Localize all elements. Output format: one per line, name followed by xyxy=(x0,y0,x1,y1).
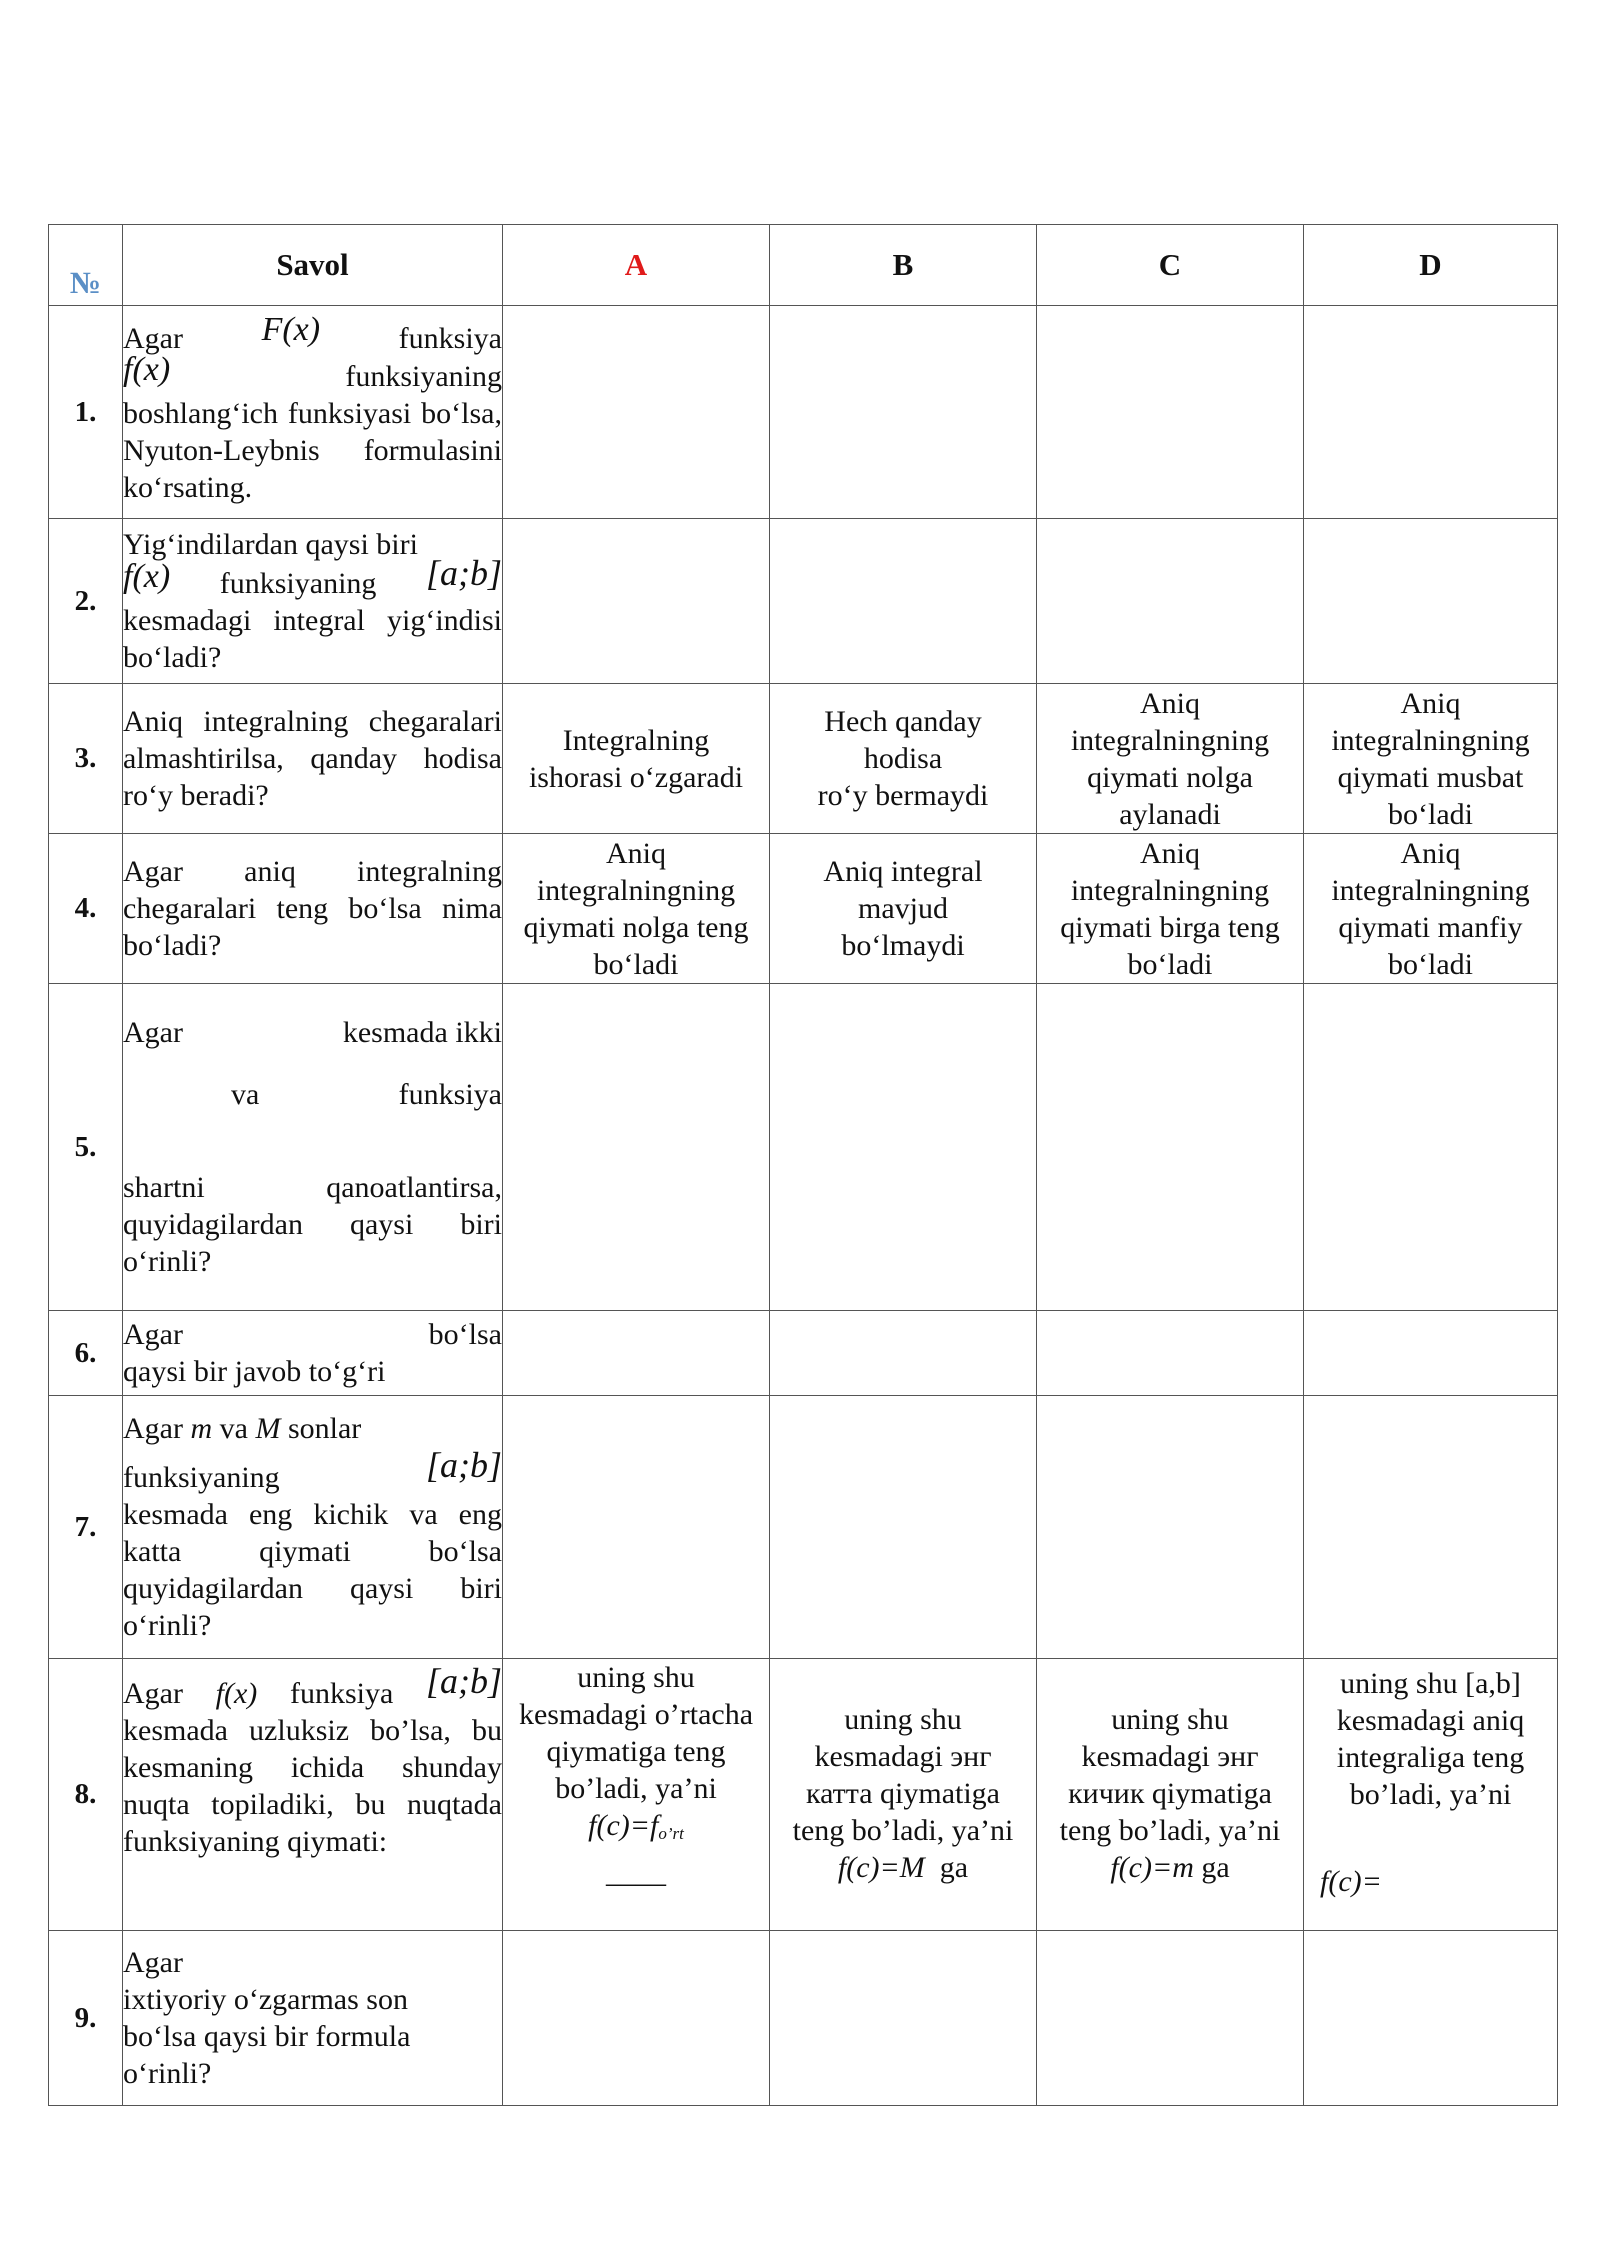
answer-a xyxy=(503,834,770,984)
answer-line: qiymati musbat xyxy=(1337,760,1524,794)
answer-line: uning shu xyxy=(844,1703,962,1736)
answer-c xyxy=(1037,984,1304,1311)
question-cell: Agar aniq integralning chegaralari teng bo‘lsa nima bo‘ladi? xyxy=(123,834,503,984)
answer-line: bo‘lmaydi xyxy=(841,929,965,962)
question-cell xyxy=(123,984,503,1311)
table-row xyxy=(49,684,1558,834)
answer-line: aylanadi xyxy=(1119,797,1221,831)
answer-line: Integralning xyxy=(562,723,710,757)
q-text: shartni qanoatlantirsa, quyidagilardan qaysi biri o‘rinli? xyxy=(123,1171,502,1278)
answer-b xyxy=(770,984,1037,1311)
q-word: Agar xyxy=(123,1016,183,1049)
answer-line: кичик qiymatiga xyxy=(1068,1777,1272,1810)
answer-a xyxy=(503,1931,770,2106)
answer-line: bo‘ladi xyxy=(1388,797,1473,831)
math-expr: f(x) xyxy=(123,350,171,388)
answer-c xyxy=(1037,834,1304,984)
row-number: 8. xyxy=(49,1659,123,1931)
answer-c xyxy=(1037,1931,1304,2106)
question-cell xyxy=(123,519,503,684)
answer-line: uning shu xyxy=(577,1661,695,1694)
table-row xyxy=(49,834,1558,984)
table-row xyxy=(49,1396,1558,1659)
answer-line: integraliga teng xyxy=(1336,1741,1525,1774)
table-row xyxy=(49,984,1558,1311)
answer-b xyxy=(770,1396,1037,1659)
q-text: bo‘lsa qaysi bir formula xyxy=(123,2020,411,2053)
answer-line: qiymati birga teng xyxy=(1060,910,1280,944)
q-text: Agar xyxy=(123,1946,183,1979)
q-text: boshlang‘ich funksiyasi bo‘lsa, Nyuton-Leybnis formulasini ko‘rsating. xyxy=(123,396,502,504)
answer-b xyxy=(770,684,1037,834)
q-word: va xyxy=(219,1412,248,1445)
answer-line: Hech qanday xyxy=(824,705,982,738)
answer-line: bo‘ladi xyxy=(593,947,679,981)
answer-d xyxy=(1304,306,1558,519)
math-expr: F(x) xyxy=(261,310,321,348)
answer-a xyxy=(503,306,770,519)
answer-d xyxy=(1304,684,1558,834)
header-d: D xyxy=(1304,225,1558,306)
q-word: funksiya xyxy=(289,1677,394,1710)
math-var: m xyxy=(190,1412,213,1445)
row-number: 9. xyxy=(49,1931,123,2106)
question-cell xyxy=(123,1659,503,1931)
header-a: A xyxy=(503,225,770,306)
row-number: 5. xyxy=(49,984,123,1311)
answer-d xyxy=(1304,1931,1558,2106)
answer-b xyxy=(770,306,1037,519)
answer-c xyxy=(1037,684,1304,834)
answer-line: uning shu [a,b] xyxy=(1340,1667,1521,1700)
answer-b xyxy=(770,519,1037,684)
header-question: Savol xyxy=(123,225,503,306)
answer-d xyxy=(1304,834,1558,984)
answer-line: Aniq xyxy=(1140,836,1200,870)
q-text: kesmada eng kichik va eng katta qiymati bo‘lsa quyidagilardan qaysi biri o‘rinli? xyxy=(123,1498,502,1642)
q-word: Agar xyxy=(123,1677,183,1710)
table-row xyxy=(49,519,1558,684)
q-word: funksiya xyxy=(398,321,502,355)
answer-line: ro‘y bermaydi xyxy=(817,779,989,812)
header-row xyxy=(49,225,1558,306)
answer-line: kesmadagi aniq xyxy=(1336,1704,1525,1737)
math-expr: [a;b] xyxy=(425,1661,502,1701)
answer-subscript: o’rt xyxy=(658,1824,684,1843)
answer-line: ishorasi o‘zgaradi xyxy=(528,760,744,794)
answer-a xyxy=(503,1659,770,1931)
math-expr: [a;b] xyxy=(425,553,502,593)
q-word: va xyxy=(231,1078,260,1111)
answer-formula: f(c)=f xyxy=(588,1809,659,1842)
answer-line: qiymati nolga teng xyxy=(523,910,749,944)
answer-line: bo’ladi, ya’ni xyxy=(1349,1778,1512,1811)
answer-line: kesmadagi энг xyxy=(1081,1740,1259,1773)
answer-tail: ga xyxy=(1201,1851,1230,1884)
answer-line: mavjud xyxy=(858,892,948,925)
answer-line: bo‘ladi xyxy=(1127,947,1213,981)
quiz-table xyxy=(48,224,1558,2106)
table-row xyxy=(49,306,1558,519)
q-text: o‘rinli? xyxy=(123,2057,212,2090)
table-row xyxy=(49,1311,1558,1396)
math-expr: f(x) xyxy=(215,1677,258,1710)
answer-line: Aniq xyxy=(1140,686,1200,720)
row-number: 6. xyxy=(49,1311,123,1396)
answer-line: qiymati nolga xyxy=(1087,760,1253,794)
answer-line: hodisa xyxy=(863,742,943,775)
row-number: 2. xyxy=(49,519,123,684)
math-expr: f(x) xyxy=(123,558,171,595)
answer-formula: f(c)=M xyxy=(837,1851,925,1884)
answer-tail: ga xyxy=(939,1851,969,1884)
table-row xyxy=(49,1931,1558,2106)
question-cell xyxy=(123,1931,503,2106)
answer-b xyxy=(770,834,1037,984)
question-cell xyxy=(123,1311,503,1396)
answer-b xyxy=(770,1931,1037,2106)
q-word: sonlar xyxy=(287,1412,362,1445)
math-expr: [a;b] xyxy=(425,1445,502,1485)
q-word: funksiyaning xyxy=(345,359,502,393)
question-cell xyxy=(123,306,503,519)
answer-line: kesmadagi o’rtacha xyxy=(518,1698,754,1731)
q-word: funksiya xyxy=(398,1078,502,1111)
header-c: C xyxy=(1037,225,1304,306)
answer-formula: f(c)=m xyxy=(1110,1851,1194,1884)
answer-c xyxy=(1037,1396,1304,1659)
answer-line: qiymati manfiy xyxy=(1338,910,1523,944)
answer-line: qiymatiga teng xyxy=(546,1735,726,1768)
answer-a xyxy=(503,984,770,1311)
q-word: Agar xyxy=(123,1412,183,1445)
answer-line: uning shu xyxy=(1111,1703,1229,1736)
q-text: Yig‘indilardan qaysi biri xyxy=(123,528,418,561)
answer-a xyxy=(503,684,770,834)
answer-line: teng bo’ladi, ya’ni xyxy=(1059,1814,1281,1847)
q-text: qaysi bir javob to‘g‘ri xyxy=(123,1355,386,1388)
answer-c xyxy=(1037,1659,1304,1931)
answer-line: Aniq xyxy=(606,836,666,870)
row-number: 7. xyxy=(49,1396,123,1659)
answer-c xyxy=(1037,306,1304,519)
q-word: funksiyaning xyxy=(219,567,377,600)
answer-line: Aniq xyxy=(1400,686,1461,720)
q-word: Agar xyxy=(123,1318,183,1351)
answer-b xyxy=(770,1311,1037,1396)
answer-d xyxy=(1304,1311,1558,1396)
q-text: kesmadagi integral yig‘indisi bo‘ladi? xyxy=(123,604,502,674)
answer-line: integralningning xyxy=(1331,723,1530,757)
question-cell: Aniq integralning chegaralari almashtirilsa, qanday hodisa ro‘y beradi? xyxy=(123,684,503,834)
answer-line: Aniq xyxy=(1400,836,1461,870)
answer-line: bo‘ladi xyxy=(1388,947,1473,981)
table-row xyxy=(49,1659,1558,1931)
answer-d xyxy=(1304,519,1558,684)
math-var: M xyxy=(255,1412,281,1445)
q-word: bo‘lsa xyxy=(428,1318,502,1351)
answer-d xyxy=(1304,984,1558,1311)
answer-line: integralningning xyxy=(1331,873,1530,907)
answer-a xyxy=(503,1396,770,1659)
answer-line: integralningning xyxy=(1070,873,1270,907)
question-cell xyxy=(123,1396,503,1659)
answer-line: integralningning xyxy=(536,873,736,907)
row-number: 4. xyxy=(49,834,123,984)
answer-a xyxy=(503,1311,770,1396)
answer-formula: f(c)= xyxy=(1320,1865,1382,1898)
answer-d xyxy=(1304,1659,1558,1931)
answer-line: катта qiymatiga xyxy=(805,1777,1001,1810)
answer-c xyxy=(1037,1311,1304,1396)
q-text: kesmada uzluksiz bo’lsa, bu kesmaning ichida shunday nuqta topiladiki, bu nuqtada funksiyaning qiymati: xyxy=(123,1714,502,1858)
q-word: Agar xyxy=(123,321,183,355)
answer-c xyxy=(1037,519,1304,684)
answer-line: bo’ladi, ya’ni xyxy=(555,1772,717,1805)
answer-d xyxy=(1304,1396,1558,1659)
answer-line: kesmadagi энг xyxy=(814,1740,992,1773)
answer-b xyxy=(770,1659,1037,1931)
row-number: 3. xyxy=(49,684,123,834)
row-number: 1. xyxy=(49,306,123,519)
q-word: funksiyaning xyxy=(123,1461,280,1494)
q-word: kesmada ikki xyxy=(342,1016,502,1049)
header-b: B xyxy=(770,225,1037,306)
answer-dash: ____ xyxy=(606,1856,666,1889)
answer-line: teng bo’ladi, ya’ni xyxy=(792,1814,1014,1847)
answer-a xyxy=(503,519,770,684)
answer-line: Aniq integral xyxy=(823,855,983,888)
q-text: ixtiyoriy o‘zgarmas son xyxy=(123,1983,408,2016)
header-num: № xyxy=(49,225,123,306)
answer-line: integralningning xyxy=(1070,723,1270,757)
